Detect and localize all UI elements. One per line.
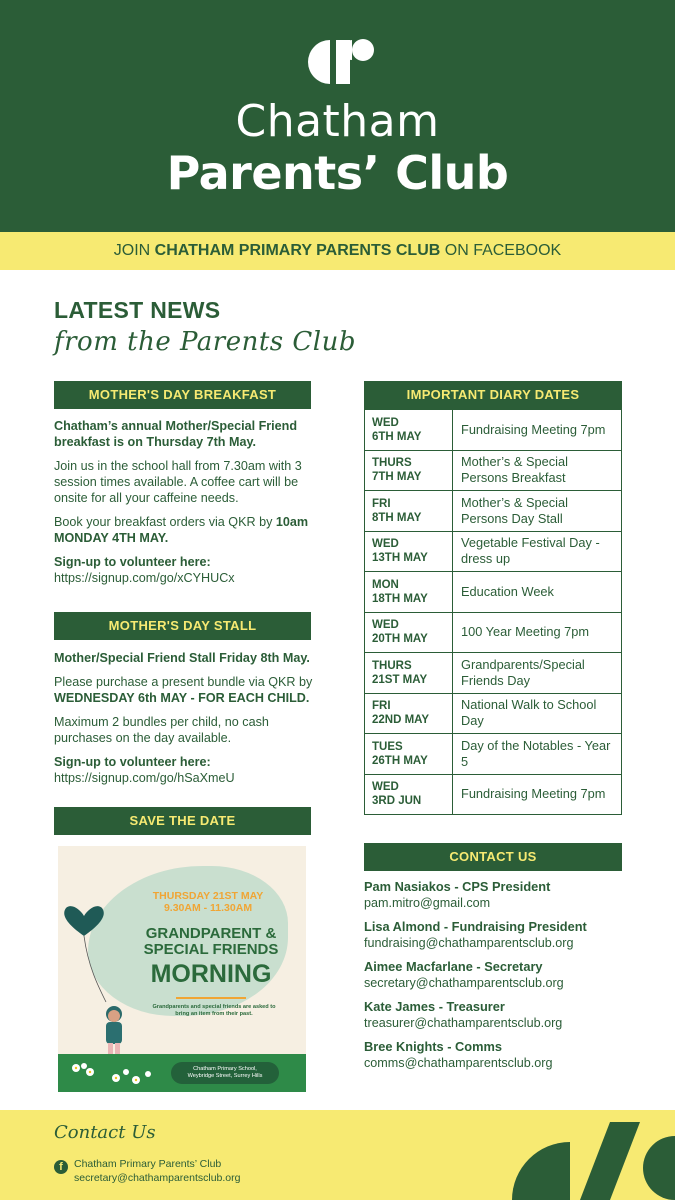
diary-event: Mother’s & Special Persons Breakfast [453, 450, 622, 491]
breakfast-para-2 [54, 514, 316, 546]
diary-dates-table [364, 409, 622, 815]
contact-list [364, 879, 664, 1079]
diary-date: 18TH MAY [372, 592, 428, 605]
diary-event: Fundraising Meeting 7pm [453, 410, 622, 451]
diary-section-title: IMPORTANT DIARY DATES [364, 381, 622, 409]
diary-date-cell [365, 491, 453, 532]
contact-name: Lisa Almond - Fundraising President [364, 919, 587, 934]
diary-day: TUES [372, 740, 403, 753]
diary-date-cell [365, 612, 453, 653]
header-title-chatham: Chatham [235, 96, 440, 147]
footer-contact-script: Contact Us [54, 1122, 156, 1143]
diary-day: THURS [372, 659, 412, 672]
breakfast-section-body [54, 418, 316, 594]
diary-row [365, 572, 622, 613]
contact-section-title: CONTACT US [364, 843, 622, 871]
stall-deadline: WEDNESDAY 6th MAY - FOR EACH CHILD. [54, 691, 310, 705]
poster-note: Grandparents and special friends are asked to bring an item from their past. [152, 1004, 276, 1017]
diary-row [365, 693, 622, 734]
diary-date: 20TH MAY [372, 633, 428, 646]
contact-item [364, 999, 664, 1031]
diary-day: WED [372, 781, 399, 794]
diary-row [365, 450, 622, 491]
contact-item [364, 959, 664, 991]
chatham-logo-icon [308, 38, 376, 86]
diary-day: WED [372, 619, 399, 632]
contact-email[interactable]: secretary@chathamparentsclub.org [364, 976, 564, 990]
poster-title: GRANDPARENT & SPECIAL FRIENDS [143, 925, 279, 958]
diary-date-cell [365, 531, 453, 572]
contact-item [364, 879, 664, 911]
diary-row [365, 774, 622, 815]
fb-bar-suffix: ON FACEBOOK [440, 242, 562, 259]
diary-date: 21ST MAY [372, 673, 428, 686]
diary-date: 22ND MAY [372, 714, 430, 727]
diary-date-cell [365, 410, 453, 451]
fb-bar-prefix: JOIN [113, 242, 155, 259]
diary-event: 100 Year Meeting 7pm [453, 612, 622, 653]
stall-para-1 [54, 674, 316, 706]
poster-date [118, 890, 298, 914]
breakfast-para-2-text: Book your breakfast orders via QKR by [54, 515, 276, 529]
save-the-date-title: SAVE THE DATE [54, 807, 311, 835]
breakfast-para-1: Join us in the school hall from 7.30am with 3 session times available. A coffee cart will be onsite for all your caffeine needs. [54, 459, 302, 505]
contact-email[interactable]: pam.mitro@gmail.com [364, 896, 491, 910]
stall-section-title: MOTHER'S DAY STALL [54, 612, 311, 640]
poster-address-line-2: Weybridge Street, Surrey Hills [187, 1073, 263, 1079]
chatham-logo-large-icon [500, 1072, 675, 1200]
diary-event: Education Week [453, 572, 622, 613]
poster-date-line-2: 9.30AM - 11.30AM [163, 902, 253, 914]
header-banner [0, 0, 675, 232]
diary-event: Mother’s & Special Persons Day Stall [453, 491, 622, 532]
diary-day: WED [372, 538, 399, 551]
stall-para-1-text: Please purchase a present bundle via QKR by [54, 675, 313, 689]
facebook-icon: f [54, 1160, 68, 1174]
diary-row [365, 491, 622, 532]
latest-news-heading: LATEST NEWS [54, 297, 221, 323]
latest-news-subheading: from the Parents Club [54, 327, 357, 357]
stall-lead: Mother/Special Friend Stall Friday 8th May. [54, 651, 310, 665]
diary-date-cell [365, 734, 453, 775]
header-title-parents-club: Parents’ Club [166, 146, 509, 200]
diary-event: Grandparents/Special Friends Day [453, 653, 622, 694]
contact-item [364, 1039, 664, 1071]
diary-day: FRI [372, 700, 391, 713]
poster-divider [176, 997, 246, 999]
diary-date-cell [365, 653, 453, 694]
diary-day: MON [372, 578, 399, 591]
diary-row [365, 410, 622, 451]
diary-row [365, 612, 622, 653]
diary-date-cell [365, 774, 453, 815]
contact-email[interactable]: fundraising@chathamparentsclub.org [364, 936, 574, 950]
footer-email[interactable]: secretary@chathamparentsclub.org [74, 1172, 241, 1184]
diary-date: 13TH MAY [372, 552, 428, 565]
facebook-join-banner[interactable] [0, 232, 675, 270]
diary-date: 26TH MAY [372, 754, 428, 767]
breakfast-volunteer [54, 554, 316, 586]
contact-name: Bree Knights - Comms [364, 1039, 502, 1054]
contact-name: Pam Nasiakos - CPS President [364, 879, 551, 894]
poster-morning: MORNING [150, 960, 272, 988]
grandparents-morning-poster [58, 846, 306, 1092]
diary-date: 6TH MAY [372, 430, 422, 443]
diary-row [365, 653, 622, 694]
breakfast-lead: Chatham’s annual Mother/Special Friend breakfast is on Thursday 7th May. [54, 419, 298, 449]
diary-event: National Walk to School Day [453, 693, 622, 734]
diary-day: WED [372, 416, 399, 429]
diary-date: 3RD JUN [372, 795, 422, 808]
breakfast-volunteer-label: Sign-up to volunteer here: [54, 555, 211, 569]
child-with-balloon-illustration [58, 906, 128, 1066]
diary-event: Day of the Notables - Year 5 [453, 734, 622, 775]
poster-date-line-1: THURSDAY 21ST MAY [152, 890, 264, 902]
diary-day: THURS [372, 457, 412, 470]
stall-volunteer-label: Sign-up to volunteer here: [54, 755, 211, 769]
fb-bar-emphasis: CHATHAM PRIMARY PARENTS CLUB [154, 242, 441, 259]
diary-date-cell [365, 693, 453, 734]
diary-date: 7TH MAY [372, 471, 422, 484]
diary-date: 8TH MAY [372, 511, 422, 524]
contact-email[interactable]: comms@chathamparentsclub.org [364, 1056, 553, 1070]
breakfast-volunteer-link[interactable]: https://signup.com/go/xCYHUCx [54, 571, 235, 585]
diary-row [365, 734, 622, 775]
diary-event: Vegetable Festival Day - dress up [453, 531, 622, 572]
poster-address-line-1: Chatham Primary School, [193, 1066, 257, 1072]
footer-facebook-label: Chatham Primary Parents’ Club [74, 1158, 222, 1170]
contact-item [364, 919, 664, 951]
contact-email[interactable]: treasurer@chathamparentsclub.org [364, 1016, 563, 1030]
diary-date-cell [365, 450, 453, 491]
diary-date-cell [365, 572, 453, 613]
breakfast-section-title: MOTHER'S DAY BREAKFAST [54, 381, 311, 409]
contact-name: Aimee Macfarlane - Secretary [364, 959, 543, 974]
stall-volunteer [54, 754, 316, 786]
flowers-icon [68, 1058, 158, 1090]
stall-volunteer-link[interactable]: https://signup.com/go/hSaXmeU [54, 771, 235, 785]
poster-address [171, 1062, 279, 1084]
diary-day: FRI [372, 497, 391, 510]
breakfast-deadline: 10am MONDAY 4TH MAY. [54, 515, 309, 545]
contact-name: Kate James - Treasurer [364, 999, 505, 1014]
diary-event: Fundraising Meeting 7pm [453, 774, 622, 815]
stall-para-2: Maximum 2 bundles per child, no cash purchases on the day available. [54, 715, 269, 745]
stall-section-body [54, 650, 316, 794]
diary-row [365, 531, 622, 572]
